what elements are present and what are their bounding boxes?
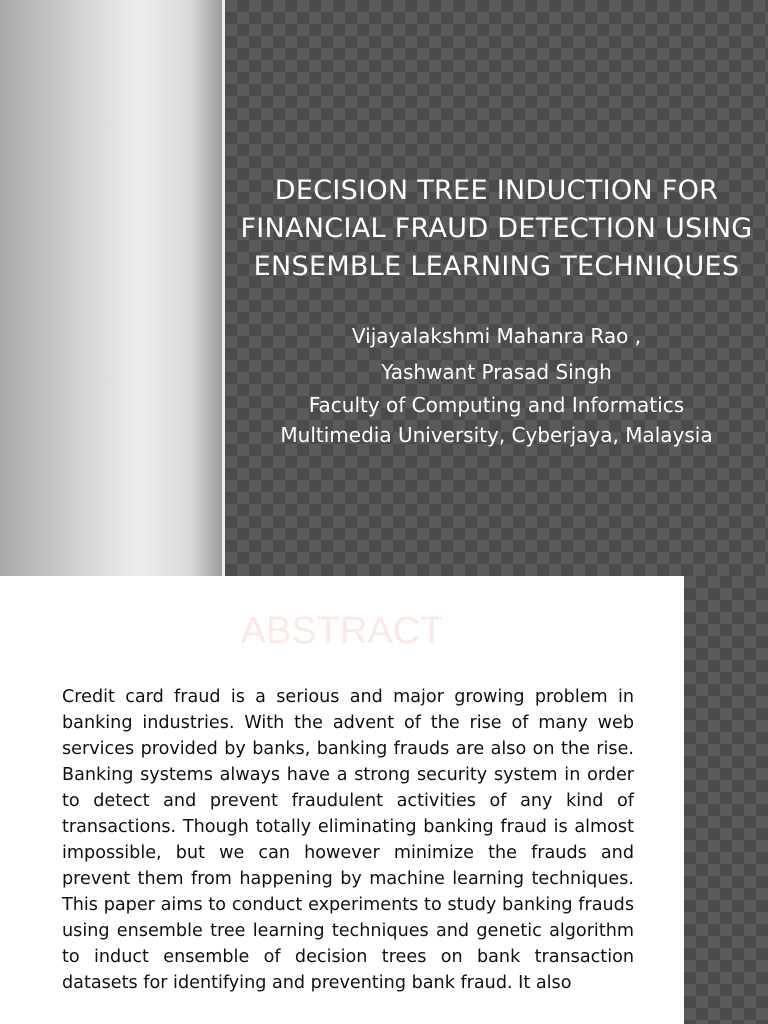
patterned-panel [225,0,768,576]
affiliation-line: Multimedia University, Cyberjaya, Malaysia [280,423,713,447]
affiliation-line: Faculty of Computing and Informatics [308,393,685,417]
author-name: Vijayalakshmi Mahanra Rao , [351,324,642,348]
abstract-text: Credit card fraud is a serious and major growing problem in banking industries. With the advent of the rise of many web services provided by banks, banking frauds are also on the rise. Banking systems always have a strong security system in order to detect and prevent fraudulent activities of any kind of transactions. Though totally eliminating banking fraud is almost impossible, but we can however minimize the frauds and prevent them from happening by machine learning techniques. This paper aims to conduct experiments to study banking frauds using ensemble tree learning techniques and genetic algorithm to induct ensemble of decision trees on bank transaction datasets for identifying and preventing bank fraud. It also [62,687,634,993]
gradient-panel [0,0,223,576]
abstract-heading: ABSTRACT [240,610,444,652]
author-block [225,318,768,450]
presentation-title: DECISION TREE INDUCTION FOR FINANCIAL FRAUD DETECTION USING ENSEMBLE LEARNING TECHNIQUES [240,175,753,282]
abstract-slide [0,576,768,1024]
author-name: Yashwant Prasad Singh [381,360,612,384]
patterned-strip [684,576,768,1024]
